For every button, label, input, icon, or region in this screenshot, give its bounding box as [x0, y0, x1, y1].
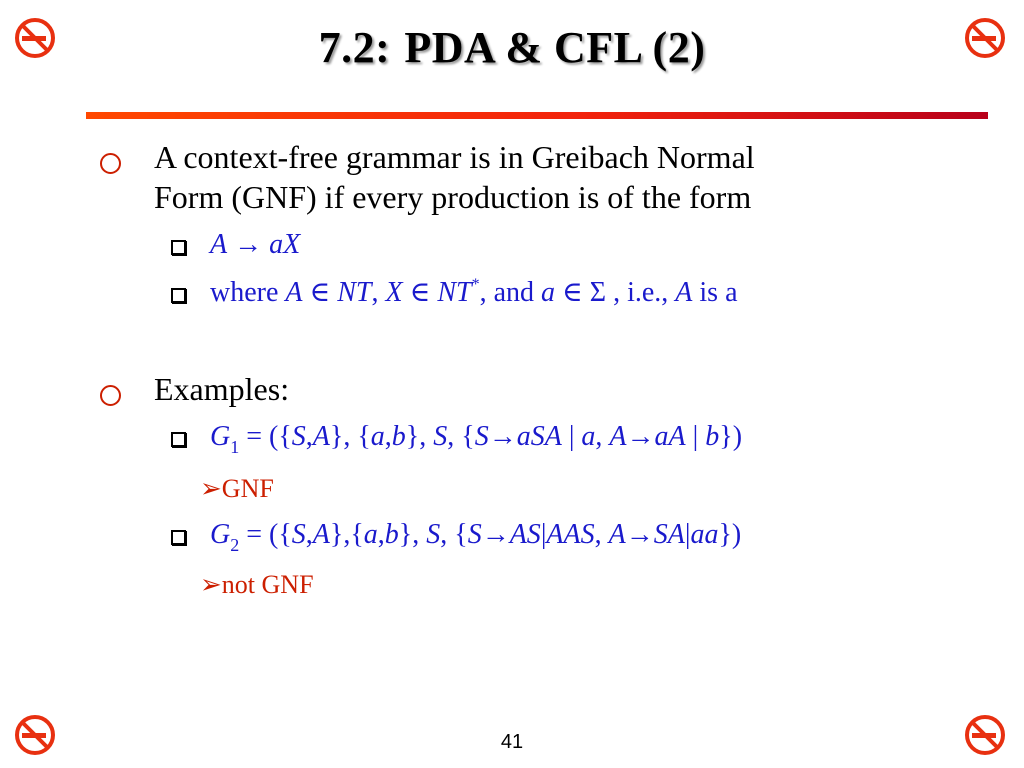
grammar-g1: $G_1 = (\{S,A\}$, {a,b}, S, {S→aSA | a, A→aA | b})	[210, 421, 743, 457]
grammar-g2: $G_2 = (\{S,A\},\{a,b\}$, S, {S→AS|AAS, A→SA|aa})	[210, 519, 742, 555]
slide-title	[0, 22, 1024, 73]
definition-line-1: A context-free grammar is in Greibach Normal	[154, 139, 755, 175]
g1-verdict: ➢GNF	[200, 474, 274, 503]
title-underline	[86, 112, 988, 119]
title-number: 7.2:	[318, 23, 391, 72]
bullet-square-icon	[171, 432, 186, 447]
definition-line-2: Form (GNF) if every production is of the form	[154, 179, 752, 215]
bullet-square-icon	[171, 240, 186, 255]
bullet-square-icon	[171, 530, 186, 545]
production-form: A → aX	[210, 229, 301, 260]
arrow-bullet-icon: ➢	[200, 570, 222, 599]
title-text: PDA & CFL (2)	[404, 23, 706, 72]
production-conditions: where A ∈ NT, X ∈ NT*, and a ∈ Σ , i.e., A is a	[210, 276, 738, 308]
arrow-bullet-icon: ➢	[200, 474, 222, 503]
page-number: 41	[500, 731, 524, 753]
gnf-definition	[154, 137, 755, 217]
bullet-circle-icon	[100, 380, 121, 414]
bullet-circle-icon	[100, 148, 121, 182]
bullet-square-icon	[171, 288, 186, 303]
g2-verdict: ➢not GNF	[200, 570, 314, 599]
examples-label: Examples:	[154, 371, 290, 407]
